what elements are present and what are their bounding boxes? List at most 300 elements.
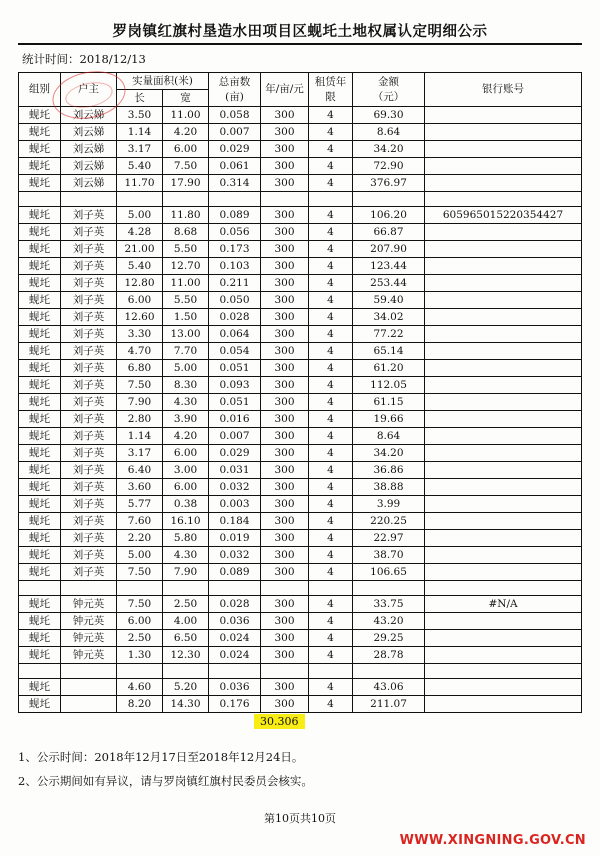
cell-width: 5.00 (163, 360, 209, 377)
table-row (19, 224, 582, 241)
cell-rate: 300 (261, 696, 309, 713)
table-row (19, 292, 582, 309)
cell-years: 4 (309, 564, 353, 581)
cell-width: 8.68 (163, 224, 209, 241)
cell-owner: 刘子英 (61, 394, 117, 411)
cell-mu: 0.051 (209, 394, 261, 411)
cell-group: 蚬圫 (19, 292, 61, 309)
cell-owner: 刘子英 (61, 530, 117, 547)
table-row (19, 158, 582, 175)
cell-years: 4 (309, 696, 353, 713)
table-row (19, 360, 582, 377)
cell-owner: 刘子英 (61, 547, 117, 564)
cell-width: 12.30 (163, 647, 209, 664)
cell-width: 5.50 (163, 241, 209, 258)
cell-rate: 300 (261, 547, 309, 564)
cell-group: 蚬圫 (19, 207, 61, 224)
cell-mu: 0.058 (209, 107, 261, 124)
total-mu-value: 30.306 (254, 714, 305, 729)
cell-length: 6.00 (117, 292, 163, 309)
cell-group: 蚬圫 (19, 679, 61, 696)
cell-rate: 300 (261, 679, 309, 696)
cell-mu: 0.051 (209, 360, 261, 377)
cell-amount: 69.30 (353, 107, 425, 124)
table-row (19, 679, 582, 696)
cell-length: 2.80 (117, 411, 163, 428)
cell-bank (425, 377, 582, 394)
cell-bank (425, 696, 582, 713)
table-row (19, 175, 582, 192)
cell-mu: 0.184 (209, 513, 261, 530)
cell-amount: 3.99 (353, 496, 425, 513)
cell-length: 4.70 (117, 343, 163, 360)
header-lease-years-line2: 限 (325, 90, 336, 103)
cell-years: 4 (309, 647, 353, 664)
cell-group: 蚬圫 (19, 613, 61, 630)
table-row (19, 107, 582, 124)
header-lease-years-line1: 租赁年 (314, 75, 347, 88)
cell-width: 7.50 (163, 158, 209, 175)
table-row (19, 596, 582, 613)
table-row (19, 513, 582, 530)
cell-amount: 220.25 (353, 513, 425, 530)
cell-rate: 300 (261, 309, 309, 326)
table-row (19, 696, 582, 713)
cell-mu: 0.089 (209, 207, 261, 224)
cell-group: 蚬圫 (19, 343, 61, 360)
cell-group: 蚬圫 (19, 462, 61, 479)
cell-group: 蚬圫 (19, 224, 61, 241)
cell-group: 蚬圫 (19, 696, 61, 713)
header-owner: 户主 (61, 73, 117, 107)
cell-width (163, 664, 209, 679)
cell-group: 蚬圫 (19, 258, 61, 275)
cell-mu: 0.029 (209, 445, 261, 462)
cell-group: 蚬圫 (19, 630, 61, 647)
cell-amount: 61.15 (353, 394, 425, 411)
cell-owner: 刘子英 (61, 275, 117, 292)
cell-bank (425, 292, 582, 309)
cell-length: 6.40 (117, 462, 163, 479)
cell-mu: 0.176 (209, 696, 261, 713)
cell-bank (425, 664, 582, 679)
statistics-date: 统计时间：2018/12/13 (22, 52, 146, 66)
cell-width: 16.10 (163, 513, 209, 530)
cell-owner: 刘子英 (61, 258, 117, 275)
cell-mu: 0.054 (209, 343, 261, 360)
cell-owner: 刘子英 (61, 207, 117, 224)
cell-group: 蚬圫 (19, 175, 61, 192)
header-amount (353, 73, 425, 107)
cell-rate: 300 (261, 530, 309, 547)
cell-owner: 钟元英 (61, 613, 117, 630)
table-row (19, 445, 582, 462)
cell-mu: 0.032 (209, 479, 261, 496)
cell-bank: #N/A (425, 596, 582, 613)
cell-length (117, 664, 163, 679)
cell-rate: 300 (261, 479, 309, 496)
table-row (19, 207, 582, 224)
cell-length: 8.20 (117, 696, 163, 713)
cell-mu: 0.024 (209, 630, 261, 647)
cell-width: 13.00 (163, 326, 209, 343)
table-row (19, 630, 582, 647)
header-measured-area: 实量面积(米) (117, 73, 209, 90)
cell-mu: 0.061 (209, 158, 261, 175)
header-group-label: 组别 (29, 83, 50, 95)
table-row (19, 530, 582, 547)
cell-owner: 钟元英 (61, 647, 117, 664)
cell-group: 蚬圫 (19, 394, 61, 411)
cell-amount: 207.90 (353, 241, 425, 258)
cell-owner (61, 664, 117, 679)
table-row (19, 496, 582, 513)
cell-years (309, 192, 353, 207)
cell-length: 1.14 (117, 428, 163, 445)
cell-group: 蚬圫 (19, 275, 61, 292)
cell-rate: 300 (261, 428, 309, 445)
cell-amount: 43.06 (353, 679, 425, 696)
note-item: 2、公示期间如有异议，请与罗岗镇红旗村民委员会核实。 (18, 774, 313, 789)
cell-length (117, 581, 163, 596)
cell-bank (425, 141, 582, 158)
table-header (19, 73, 582, 107)
cell-group: 蚬圫 (19, 377, 61, 394)
cell-bank (425, 175, 582, 192)
cell-amount: 38.88 (353, 479, 425, 496)
cell-group: 蚬圫 (19, 564, 61, 581)
cell-group: 蚬圫 (19, 360, 61, 377)
cell-owner: 刘云娣 (61, 141, 117, 158)
cell-bank (425, 360, 582, 377)
cell-mu: 0.031 (209, 462, 261, 479)
cell-width: 11.80 (163, 207, 209, 224)
cell-owner: 刘子英 (61, 496, 117, 513)
cell-mu: 0.050 (209, 292, 261, 309)
cell-width: 4.20 (163, 124, 209, 141)
cell-mu: 0.089 (209, 564, 261, 581)
cell-length: 5.77 (117, 496, 163, 513)
cell-owner: 刘云娣 (61, 124, 117, 141)
cell-width: 11.00 (163, 107, 209, 124)
cell-group: 蚬圫 (19, 547, 61, 564)
cell-years: 4 (309, 630, 353, 647)
cell-mu: 0.019 (209, 530, 261, 547)
cell-width: 7.70 (163, 343, 209, 360)
table-row (19, 564, 582, 581)
cell-amount (353, 192, 425, 207)
cell-owner: 刘云娣 (61, 107, 117, 124)
cell-mu: 0.036 (209, 679, 261, 696)
cell-rate: 300 (261, 207, 309, 224)
cell-years: 4 (309, 309, 353, 326)
table-row (19, 411, 582, 428)
cell-bank (425, 411, 582, 428)
cell-width: 6.00 (163, 141, 209, 158)
cell-bank (425, 275, 582, 292)
cell-amount: 376.97 (353, 175, 425, 192)
table-row (19, 377, 582, 394)
cell-group (19, 581, 61, 596)
table-row (19, 258, 582, 275)
page-title: 罗岗镇红旗村垦造水田项目区蚬圫土地权属认定明细公示 (112, 23, 488, 40)
cell-group: 蚬圫 (19, 411, 61, 428)
cell-length: 6.80 (117, 360, 163, 377)
table-row (19, 141, 582, 158)
cell-mu: 0.064 (209, 326, 261, 343)
cell-width: 5.20 (163, 679, 209, 696)
table-row (19, 428, 582, 445)
cell-group: 蚬圫 (19, 513, 61, 530)
cell-width: 8.30 (163, 377, 209, 394)
cell-years: 4 (309, 175, 353, 192)
cell-width: 6.00 (163, 445, 209, 462)
cell-owner: 刘子英 (61, 224, 117, 241)
cell-amount: 61.20 (353, 360, 425, 377)
cell-rate: 300 (261, 630, 309, 647)
cell-mu: 0.211 (209, 275, 261, 292)
table-row (19, 394, 582, 411)
cell-mu: 0.036 (209, 613, 261, 630)
cell-length: 5.40 (117, 158, 163, 175)
cell-group: 蚬圫 (19, 241, 61, 258)
cell-mu: 0.173 (209, 241, 261, 258)
cell-length: 12.80 (117, 275, 163, 292)
cell-years: 4 (309, 613, 353, 630)
cell-mu: 0.314 (209, 175, 261, 192)
cell-width: 6.50 (163, 630, 209, 647)
cell-bank (425, 530, 582, 547)
cell-width: 1.50 (163, 309, 209, 326)
table-row (19, 343, 582, 360)
cell-rate (261, 664, 309, 679)
header-width: 宽 (163, 90, 209, 107)
cell-owner: 钟元英 (61, 630, 117, 647)
cell-owner: 刘云娣 (61, 175, 117, 192)
cell-mu (209, 581, 261, 596)
cell-amount (353, 664, 425, 679)
cell-group: 蚬圫 (19, 479, 61, 496)
cell-bank (425, 258, 582, 275)
table-row (19, 275, 582, 292)
cell-bank (425, 496, 582, 513)
cell-width: 0.38 (163, 496, 209, 513)
cell-bank (425, 445, 582, 462)
cell-bank (425, 241, 582, 258)
cell-owner: 刘子英 (61, 445, 117, 462)
cell-rate: 300 (261, 445, 309, 462)
cell-mu: 0.032 (209, 547, 261, 564)
cell-group: 蚬圫 (19, 496, 61, 513)
cell-owner: 刘子英 (61, 343, 117, 360)
cell-length: 7.50 (117, 377, 163, 394)
cell-group: 蚬圫 (19, 445, 61, 462)
cell-years: 4 (309, 343, 353, 360)
cell-length: 5.40 (117, 258, 163, 275)
cell-length: 5.00 (117, 547, 163, 564)
cell-length: 11.70 (117, 175, 163, 192)
cell-group (19, 664, 61, 679)
cell-group: 蚬圫 (19, 107, 61, 124)
cell-owner: 刘子英 (61, 411, 117, 428)
cell-mu: 0.028 (209, 596, 261, 613)
cell-years: 4 (309, 479, 353, 496)
cell-mu: 0.103 (209, 258, 261, 275)
cell-owner: 刘子英 (61, 564, 117, 581)
header-lease-years (309, 73, 353, 107)
cell-owner: 刘子英 (61, 479, 117, 496)
cell-amount: 8.64 (353, 428, 425, 445)
cell-group: 蚬圫 (19, 596, 61, 613)
cell-rate: 300 (261, 107, 309, 124)
cell-years: 4 (309, 428, 353, 445)
cell-length: 5.00 (117, 207, 163, 224)
cell-amount: 106.20 (353, 207, 425, 224)
cell-width: 4.20 (163, 428, 209, 445)
cell-rate: 300 (261, 141, 309, 158)
cell-years: 4 (309, 360, 353, 377)
cell-length: 2.20 (117, 530, 163, 547)
cell-width: 3.90 (163, 411, 209, 428)
cell-years: 4 (309, 377, 353, 394)
total-row (18, 713, 582, 731)
cell-years: 4 (309, 462, 353, 479)
cell-length: 3.30 (117, 326, 163, 343)
cell-bank (425, 547, 582, 564)
header-amount-label: 金额 (378, 75, 400, 88)
cell-width: 11.00 (163, 275, 209, 292)
cell-owner: 钟元英 (61, 596, 117, 613)
cell-years: 4 (309, 124, 353, 141)
cell-length: 1.14 (117, 124, 163, 141)
table-body (19, 107, 582, 713)
cell-bank (425, 647, 582, 664)
cell-amount: 72.90 (353, 158, 425, 175)
cell-amount: 34.20 (353, 445, 425, 462)
cell-years (309, 581, 353, 596)
cell-years: 4 (309, 107, 353, 124)
cell-length: 3.50 (117, 107, 163, 124)
cell-bank (425, 581, 582, 596)
cell-years: 4 (309, 596, 353, 613)
header-group (19, 73, 61, 107)
cell-length: 3.17 (117, 445, 163, 462)
cell-owner (61, 696, 117, 713)
cell-rate: 300 (261, 377, 309, 394)
cell-bank (425, 462, 582, 479)
cell-width: 12.70 (163, 258, 209, 275)
cell-bank (425, 192, 582, 207)
cell-rate: 300 (261, 124, 309, 141)
table-row (19, 613, 582, 630)
cell-width: 4.00 (163, 613, 209, 630)
cell-mu: 0.007 (209, 428, 261, 445)
header-mu-total-unit: (亩) (225, 90, 244, 103)
cell-years: 4 (309, 394, 353, 411)
table-spacer-row (19, 192, 582, 207)
cell-length: 7.60 (117, 513, 163, 530)
cell-rate: 300 (261, 513, 309, 530)
cell-length: 7.50 (117, 596, 163, 613)
cell-mu: 0.003 (209, 496, 261, 513)
cell-years: 4 (309, 445, 353, 462)
cell-amount: 22.97 (353, 530, 425, 547)
cell-years: 4 (309, 411, 353, 428)
cell-rate: 300 (261, 394, 309, 411)
cell-owner: 刘子英 (61, 428, 117, 445)
cell-rate: 300 (261, 613, 309, 630)
cell-group: 蚬圫 (19, 428, 61, 445)
cell-mu: 0.028 (209, 309, 261, 326)
cell-length: 21.00 (117, 241, 163, 258)
cell-amount: 28.78 (353, 647, 425, 664)
cell-width (163, 581, 209, 596)
cell-mu: 0.093 (209, 377, 261, 394)
cell-rate: 300 (261, 496, 309, 513)
cell-owner: 刘子英 (61, 292, 117, 309)
cell-group: 蚬圫 (19, 326, 61, 343)
cell-owner: 刘子英 (61, 513, 117, 530)
cell-bank (425, 224, 582, 241)
table-row (19, 479, 582, 496)
cell-rate: 300 (261, 411, 309, 428)
cell-rate: 300 (261, 462, 309, 479)
cell-owner (61, 679, 117, 696)
header-bank-account: 银行账号 (425, 73, 582, 107)
cell-amount: 66.87 (353, 224, 425, 241)
cell-mu: 0.024 (209, 647, 261, 664)
cell-years: 4 (309, 207, 353, 224)
table-row (19, 241, 582, 258)
cell-owner: 刘云娣 (61, 158, 117, 175)
cell-width: 14.30 (163, 696, 209, 713)
cell-bank (425, 107, 582, 124)
cell-rate: 300 (261, 326, 309, 343)
cell-length: 1.30 (117, 647, 163, 664)
cell-bank: 605965015220354427 (425, 207, 582, 224)
cell-rate: 300 (261, 564, 309, 581)
land-rights-table (18, 72, 582, 713)
table-row (19, 309, 582, 326)
cell-bank (425, 630, 582, 647)
cell-rate: 300 (261, 175, 309, 192)
cell-amount: 112.05 (353, 377, 425, 394)
cell-group: 蚬圫 (19, 530, 61, 547)
cell-bank (425, 343, 582, 360)
cell-owner: 刘子英 (61, 326, 117, 343)
cell-width: 7.90 (163, 564, 209, 581)
header-length: 长 (117, 90, 163, 107)
cell-length: 4.28 (117, 224, 163, 241)
cell-width: 17.90 (163, 175, 209, 192)
table-row (19, 124, 582, 141)
cell-mu: 0.029 (209, 141, 261, 158)
table-row (19, 326, 582, 343)
cell-years (309, 664, 353, 679)
cell-years: 4 (309, 224, 353, 241)
cell-amount: 65.14 (353, 343, 425, 360)
cell-width: 5.50 (163, 292, 209, 309)
cell-amount: 211.07 (353, 696, 425, 713)
table-row (19, 462, 582, 479)
cell-rate: 300 (261, 275, 309, 292)
cell-rate: 300 (261, 241, 309, 258)
cell-mu: 0.056 (209, 224, 261, 241)
site-watermark: WWW.XINGNING.GOV.CN (399, 833, 586, 848)
cell-bank (425, 124, 582, 141)
cell-bank (425, 158, 582, 175)
header-mu-total (209, 73, 261, 107)
